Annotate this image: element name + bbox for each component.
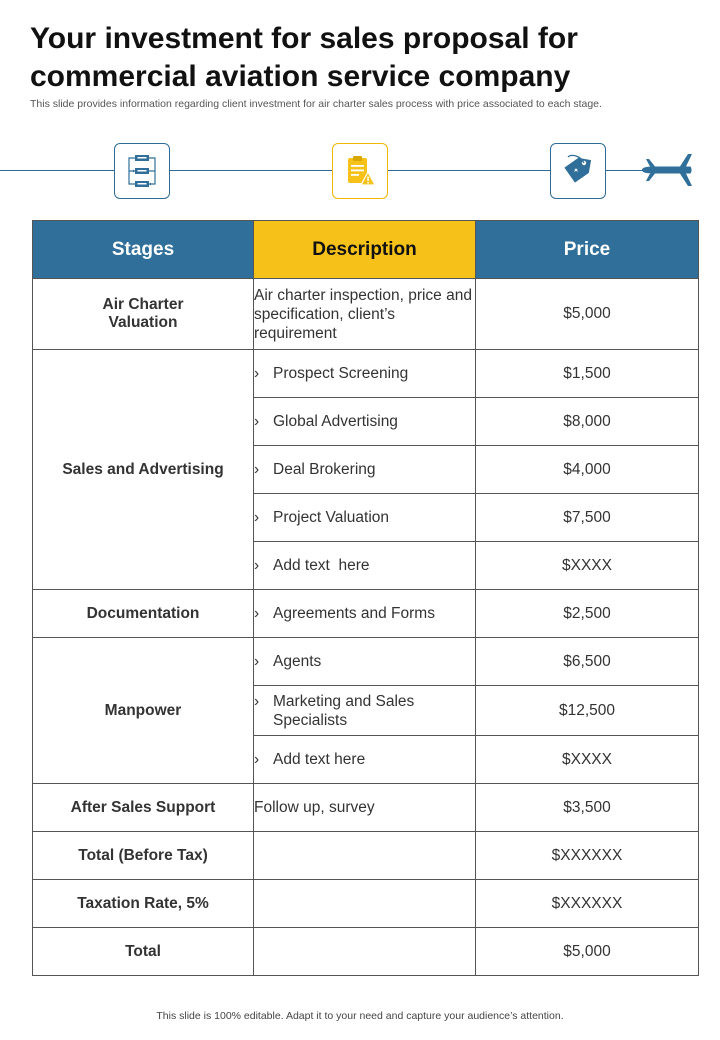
description-cell bbox=[254, 686, 476, 736]
price-cell: $12,500 bbox=[476, 686, 699, 736]
chevron-right-icon: › bbox=[254, 692, 260, 710]
stage-cell: Total (Before Tax) bbox=[33, 832, 254, 880]
chevron-right-icon: › bbox=[254, 653, 260, 670]
description-cell bbox=[254, 928, 476, 976]
price-cell: $5,000 bbox=[476, 928, 699, 976]
table-row bbox=[33, 928, 699, 976]
header-description: Description bbox=[254, 221, 476, 279]
chevron-right-icon: › bbox=[254, 509, 260, 526]
price-cell: $8,000 bbox=[476, 398, 699, 446]
table-row bbox=[33, 279, 699, 350]
stage-label: Air Charter Valuation bbox=[102, 296, 184, 331]
price-cell: $XXXX bbox=[476, 542, 699, 590]
stage-cell: After Sales Support bbox=[33, 784, 254, 832]
item-text: Deal Brokering bbox=[273, 461, 376, 478]
price-cell: $1,500 bbox=[476, 350, 699, 398]
price-cell: $7,500 bbox=[476, 494, 699, 542]
investment-table bbox=[32, 220, 699, 976]
price-cell: $6,500 bbox=[476, 638, 699, 686]
chevron-right-icon: › bbox=[254, 365, 260, 382]
table-row bbox=[33, 784, 699, 832]
chevron-right-icon: › bbox=[254, 413, 260, 430]
price-cell: $2,500 bbox=[476, 590, 699, 638]
page-title: Your investment for sales proposal for commercial aviation service company bbox=[30, 22, 578, 93]
stage-cell: Manpower bbox=[33, 638, 254, 784]
chevron-right-icon: › bbox=[254, 557, 260, 574]
price-tag-icon bbox=[550, 143, 606, 199]
stage-cell bbox=[33, 279, 254, 350]
description-cell bbox=[254, 542, 476, 590]
chevron-right-icon: › bbox=[254, 751, 260, 768]
page-subtitle: This slide provides information regarding client investment for air charter sales process with price associated to each stage. bbox=[30, 98, 602, 110]
description-cell: Follow up, survey bbox=[254, 784, 476, 832]
description-cell bbox=[254, 880, 476, 928]
item-text: Project Valuation bbox=[273, 509, 390, 526]
table-row bbox=[33, 350, 699, 398]
description-cell bbox=[254, 736, 476, 784]
table-row bbox=[33, 590, 699, 638]
price-cell: $XXXX bbox=[476, 736, 699, 784]
price-cell: $4,000 bbox=[476, 446, 699, 494]
header-price: Price bbox=[476, 221, 699, 279]
description-cell: Air charter inspection, price and specification, client’s requirement bbox=[254, 279, 476, 350]
chevron-right-icon: › bbox=[254, 461, 260, 478]
item-text: Prospect Screening bbox=[273, 365, 409, 382]
item-text: Add text here bbox=[273, 751, 366, 768]
description-cell bbox=[254, 350, 476, 398]
flowchart-icon bbox=[114, 143, 170, 199]
table-row bbox=[33, 880, 699, 928]
price-cell: $XXXXXX bbox=[476, 880, 699, 928]
description-cell bbox=[254, 832, 476, 880]
header-stages: Stages bbox=[33, 221, 254, 279]
description-cell bbox=[254, 494, 476, 542]
table-row bbox=[33, 638, 699, 686]
table-header-row bbox=[33, 221, 699, 279]
footer-note: This slide is 100% editable. Adapt it to your need and capture your audience’s attention. bbox=[156, 1010, 564, 1022]
price-cell: $5,000 bbox=[476, 279, 699, 350]
item-text: Global Advertising bbox=[273, 413, 398, 430]
description-cell bbox=[254, 638, 476, 686]
stage-cell: Documentation bbox=[33, 590, 254, 638]
table-row bbox=[33, 832, 699, 880]
stage-cell: Taxation Rate, 5% bbox=[33, 880, 254, 928]
item-text: Agents bbox=[273, 653, 322, 670]
chevron-right-icon: › bbox=[254, 605, 260, 622]
description-cell bbox=[254, 446, 476, 494]
stage-cell: Total bbox=[33, 928, 254, 976]
item-text: Add text here bbox=[273, 557, 370, 574]
stage-cell: Sales and Advertising bbox=[33, 350, 254, 590]
price-cell: $XXXXXX bbox=[476, 832, 699, 880]
item-text: Marketing and Sales Specialists bbox=[273, 692, 415, 729]
airplane-icon bbox=[640, 148, 692, 192]
description-cell bbox=[254, 590, 476, 638]
description-cell bbox=[254, 398, 476, 446]
price-cell: $3,500 bbox=[476, 784, 699, 832]
item-text: Agreements and Forms bbox=[273, 605, 435, 622]
clipboard-warning-icon bbox=[332, 143, 388, 199]
